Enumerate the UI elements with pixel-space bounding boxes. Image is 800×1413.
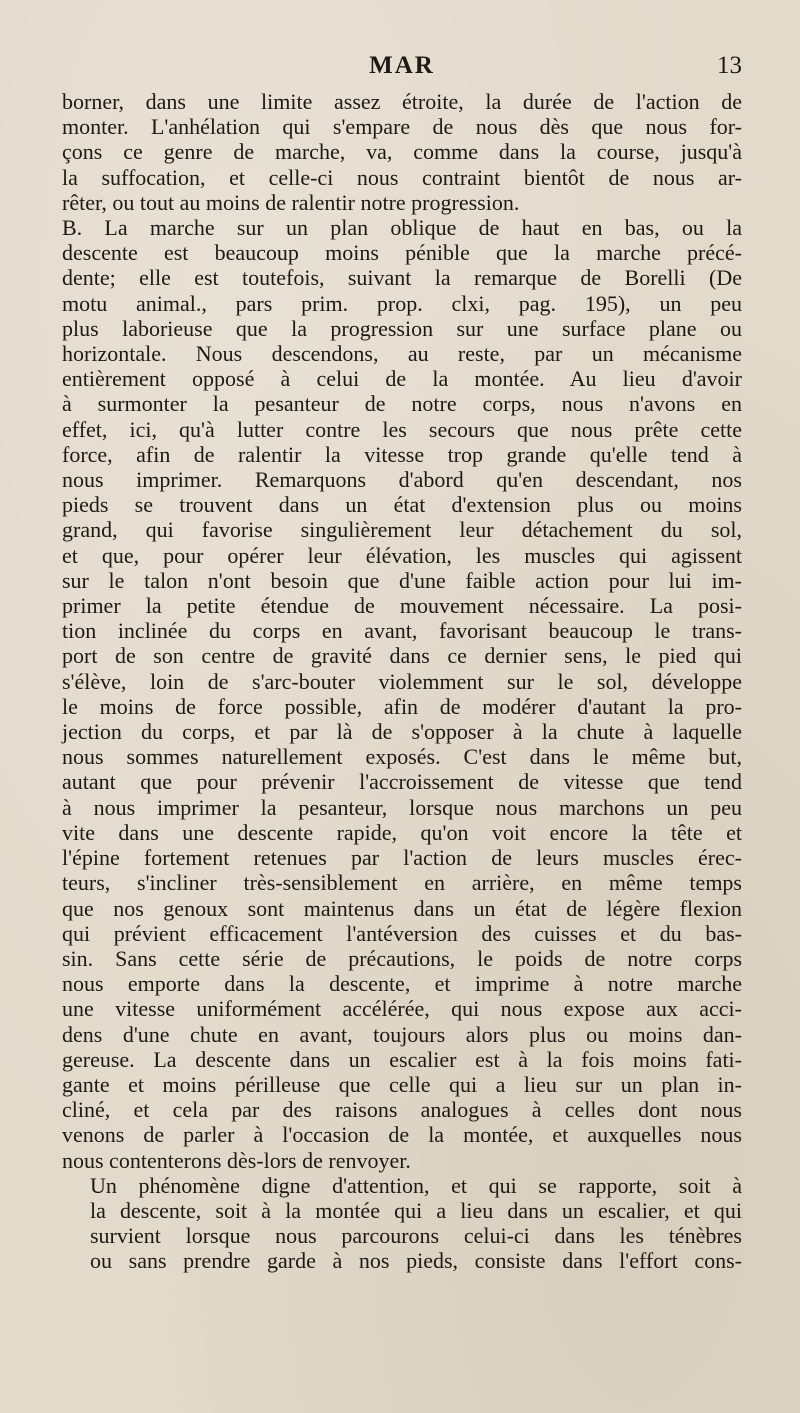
text-line: survient lorsque nous parcourons celui-ci dans les ténèbres bbox=[90, 1223, 742, 1249]
text-line: s'élève, loin de s'arc-bouter violemment sur le sol, développe bbox=[62, 668, 742, 694]
text-line: entièrement opposé à celui de la montée. Au lieu d'avoir bbox=[62, 366, 742, 392]
text-line: tion inclinée du corps en avant, favorisant beaucoup le trans- bbox=[62, 618, 742, 644]
text-line: la descente, soit à la montée qui a lieu dans un escalier, et qui bbox=[90, 1197, 742, 1223]
text-line: dens d'une chute en avant, toujours alors plus ou moins dan- bbox=[62, 1021, 742, 1047]
text-line: et que, pour opérer leur élévation, les muscles qui agissent bbox=[62, 542, 742, 568]
text-line: primer la petite étendue de mouvement nécessaire. La posi- bbox=[62, 593, 742, 619]
text-line: plus laborieuse que la progression sur une surface plane ou bbox=[62, 315, 742, 341]
text-line: çons ce genre de marche, va, comme dans la course, jusqu'à bbox=[62, 139, 742, 165]
text-line: sur le talon n'ont besoin que d'une faible action pour lui im- bbox=[62, 567, 742, 593]
paragraph-3 bbox=[62, 1173, 742, 1274]
text-line: venons de parler à l'occasion de la montée, et auxquelles nous bbox=[62, 1122, 742, 1148]
text-line: la suffocation, et celle-ci nous contraint bientôt de nous ar- bbox=[62, 164, 742, 190]
text-line: effet, ici, qu'à lutter contre les secours que nous prête cette bbox=[62, 416, 742, 442]
text-line: nous imprimer. Remarquons d'abord qu'en descendant, nos bbox=[62, 467, 742, 493]
page-number: 13 bbox=[717, 52, 742, 79]
body-text bbox=[62, 89, 742, 1274]
text-line: B. La marche sur un plan oblique de haut en bas, ou la bbox=[62, 215, 742, 241]
text-line: horizontale. Nous descendons, au reste, par un mécanisme bbox=[62, 341, 742, 367]
running-title: MAR bbox=[369, 52, 435, 79]
text-line: à nous imprimer la pesanteur, lorsque nous marchons un peu bbox=[62, 794, 742, 820]
text-line: monter. L'anhélation qui s'empare de nous dès que nous for- bbox=[62, 114, 742, 140]
text-line: jection du corps, et par là de s'opposer à la chute à laquelle bbox=[62, 719, 742, 745]
text-line: borner, dans une limite assez étroite, la durée de l'action de bbox=[62, 89, 742, 114]
text-line: sin. Sans cette série de précautions, le poids de notre corps bbox=[62, 945, 742, 971]
text-line: nous emporte dans la descente, et imprime à notre marche bbox=[62, 971, 742, 997]
text-line: descente est beaucoup moins pénible que la marche précé- bbox=[62, 240, 742, 266]
text-line: port de son centre de gravité dans ce dernier sens, le pied qui bbox=[62, 643, 742, 669]
text-line: qui prévient efficacement l'antéversion des cuisses et du bas- bbox=[62, 920, 742, 946]
text-line: le moins de force possible, afin de modérer d'autant la pro- bbox=[62, 693, 742, 719]
text-line: nous sommes naturellement exposés. C'est dans le même but, bbox=[62, 744, 742, 770]
text-line: teurs, s'incliner très-sensiblement en arrière, en même temps bbox=[62, 870, 742, 896]
text-line: l'épine fortement retenues par l'action de leurs muscles érec- bbox=[62, 845, 742, 871]
text-line: ou sans prendre garde à nos pieds, consiste dans l'effort cons- bbox=[90, 1248, 742, 1274]
text-line: dente; elle est toutefois, suivant la remarque de Borelli (De bbox=[62, 265, 742, 291]
text-line: pieds se trouvent dans un état d'extension plus ou moins bbox=[62, 492, 742, 518]
text-line: grand, qui favorise singulièrement leur détachement du sol, bbox=[62, 517, 742, 543]
text-line: une vitesse uniformément accélérée, qui nous expose aux acci- bbox=[62, 996, 742, 1022]
text-line: rêter, ou tout au moins de ralentir notre progression. bbox=[62, 189, 520, 215]
text-line: cliné, et cela par des raisons analogues à celles dont nous bbox=[62, 1097, 742, 1123]
text-line: autant que pour prévenir l'accroissement de vitesse que tend bbox=[62, 769, 742, 795]
text-line: gante et moins périlleuse que celle qui a lieu sur un plan in- bbox=[62, 1071, 742, 1097]
running-head bbox=[62, 52, 742, 92]
text-line: motu animal., pars prim. prop. clxi, pag. 195), un peu bbox=[62, 290, 742, 316]
text-line: vite dans une descente rapide, qu'on voit encore la tête et bbox=[62, 819, 742, 845]
text-line: force, afin de ralentir la vitesse trop grande qu'elle tend à bbox=[62, 441, 742, 467]
text-line: nous contenterons dès-lors de renvoyer. bbox=[62, 1147, 411, 1173]
paragraph-2 bbox=[62, 215, 742, 1173]
text-line: à surmonter la pesanteur de notre corps, nous n'avons en bbox=[62, 391, 742, 417]
text-line: Un phénomène digne d'attention, et qui se rapporte, soit à bbox=[90, 1172, 742, 1198]
paragraph-1 bbox=[62, 89, 742, 215]
text-line: que nos genoux sont maintenus dans un état de légère flexion bbox=[62, 895, 742, 921]
text-line: gereuse. La descente dans un escalier est à la fois moins fati- bbox=[62, 1046, 742, 1072]
